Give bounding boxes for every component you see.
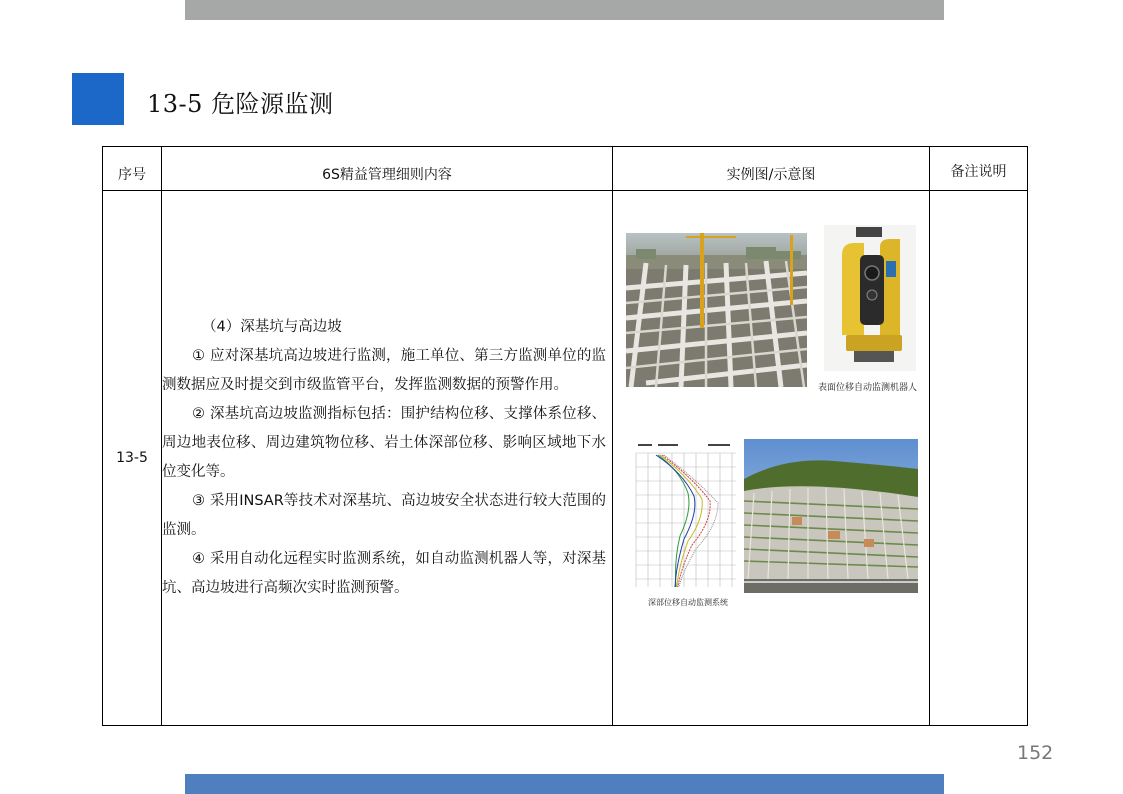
header-note: 备注说明	[930, 147, 1028, 191]
row-number: 13-5	[103, 191, 162, 726]
high-slope-photo	[744, 439, 918, 593]
title-accent-square	[72, 73, 124, 125]
header-image: 实例图/示意图	[613, 147, 930, 191]
content-table	[102, 146, 1028, 726]
content-item-3: ③ 采用INSAR等技术对深基坑、高边坡安全状态进行较大范围的监测。	[162, 493, 606, 538]
deep-caption: 深部位移自动监测系统	[648, 598, 728, 607]
header-content: 6S精益管理细则内容	[162, 147, 613, 191]
row-note	[930, 191, 1028, 726]
table-row	[103, 191, 1028, 726]
table-header-row	[103, 147, 1028, 191]
content-text	[162, 313, 606, 603]
row-content	[162, 191, 613, 726]
top-decor-bar	[185, 0, 944, 20]
row-images	[613, 191, 930, 726]
content-heading: （4）深基坑与高边坡	[202, 319, 342, 335]
content-item-2: ② 深基坑高边坡监测指标包括：围护结构位移、支撑体系位移、周边地表位移、周边建筑物位移、岩土体深部位移、影响区域地下水位变化等。	[162, 406, 606, 480]
foundation-pit-photo	[626, 233, 807, 387]
content-item-1: ① 应对深基坑高边坡进行监测，施工单位、第三方监测单位的监测数据应及时提交到市级监管平台，发挥监测数据的预警作用。	[162, 348, 606, 393]
robot-caption: 表面位移自动监测机器人	[818, 383, 918, 393]
header-no: 序号	[103, 147, 162, 191]
bottom-decor-bar	[185, 774, 944, 794]
page-title: 13-5 危险源监测	[147, 90, 334, 118]
content-item-4: ④ 采用自动化远程实时监测系统，如自动监测机器人等，对深基坑、高边坡进行高频次实时监测预警。	[162, 551, 606, 596]
monitoring-robot-photo	[824, 225, 916, 371]
page-number: 152	[1017, 742, 1054, 764]
deep-displacement-chart	[628, 441, 742, 591]
